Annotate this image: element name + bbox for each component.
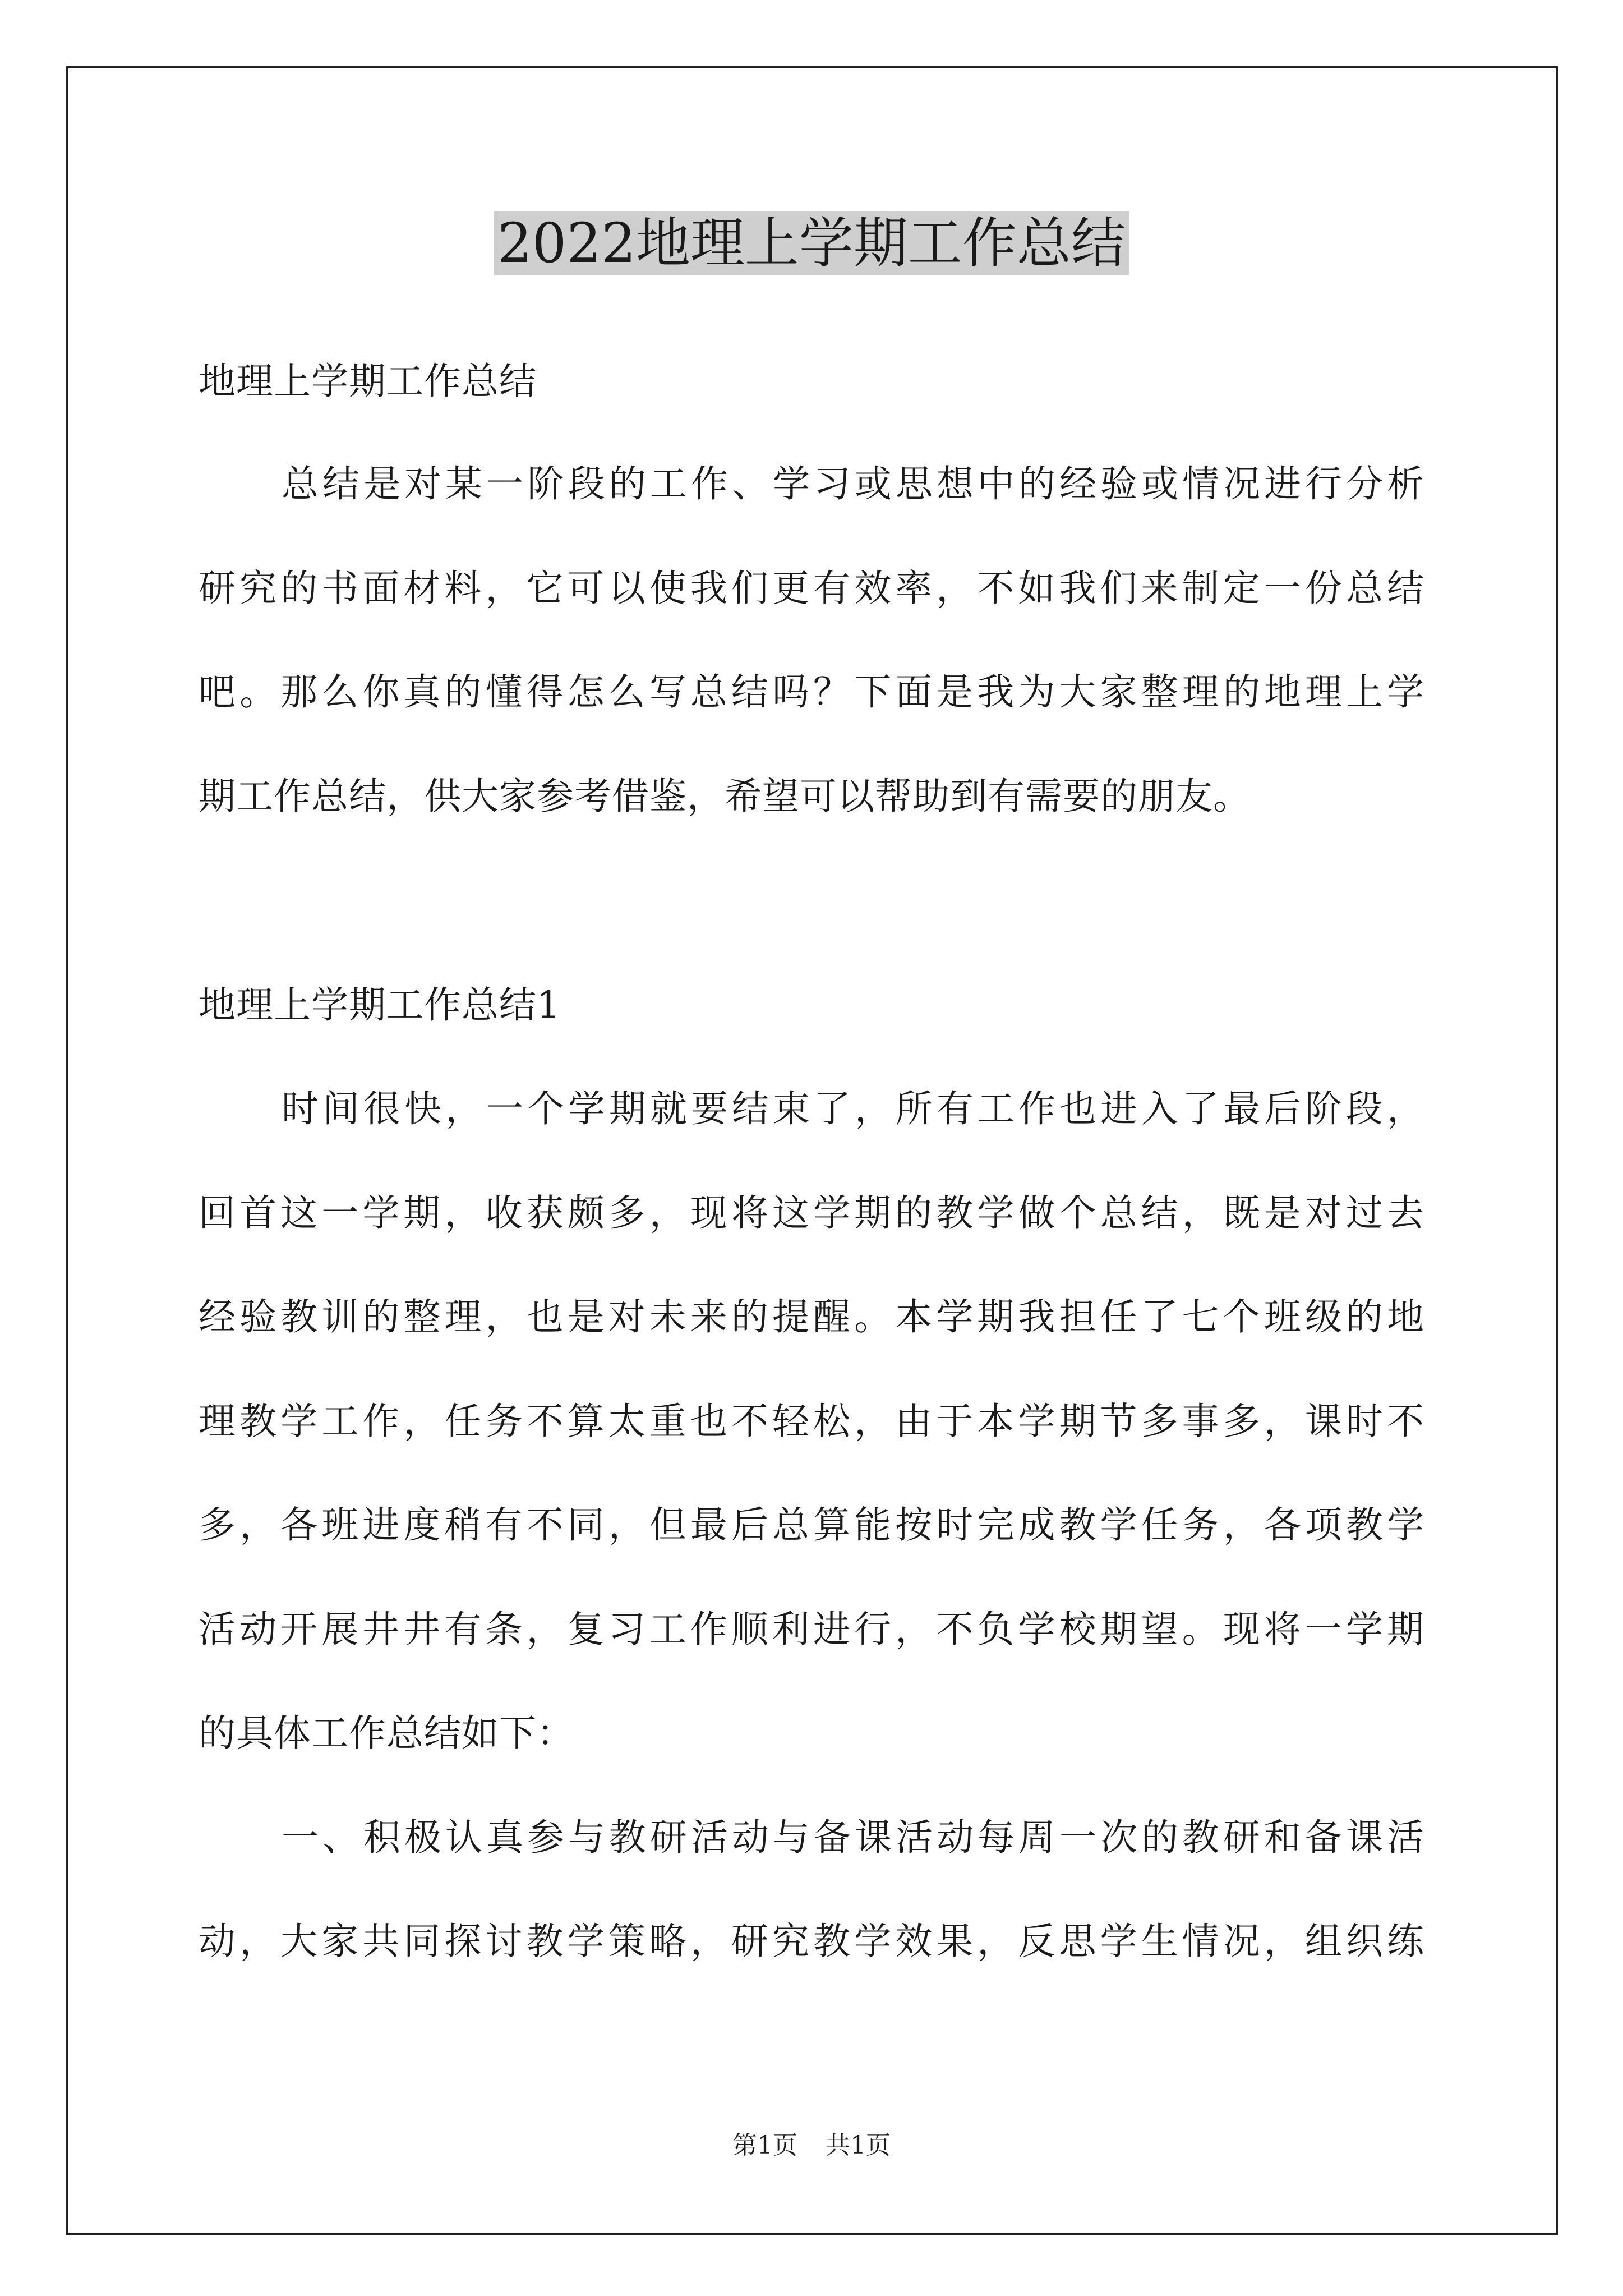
item-line: 一、积极认真参与教研活动与备课活动每周一次的教研和备课活: [282, 1816, 1424, 1859]
section-line: 经验教训的整理，也是对未来的提醒。本学期我担任了七个班级的地: [199, 1295, 1424, 1338]
section-line: 多，各班进度稍有不同，但最后总算能按时完成教学任务，各项教学: [199, 1503, 1424, 1547]
page-number-total: 共1页: [826, 2131, 891, 2160]
page-footer: [0, 2129, 1623, 2162]
section-line: 时间很快，一个学期就要结束了，所有工作也进入了最后阶段，: [282, 1087, 1424, 1130]
intro-line: 吧。那么你真的懂得怎么写总结吗？下面是我为大家整理的地理上学: [199, 670, 1424, 714]
section-line: 回首这一学期，收获颇多，现将这学期的教学做个总结，既是对过去: [199, 1191, 1424, 1235]
page-number-current: 第1页: [732, 2131, 797, 2160]
document-title: [0, 204, 1623, 283]
section-line: 活动开展井井有条，复习工作顺利进行，不负学校期望。现将一学期: [199, 1608, 1424, 1651]
item-line: 动，大家共同探讨教学策略，研究教学效果，反思学生情况，组织练: [199, 1920, 1424, 1963]
intro-line: 总结是对某一阶段的工作、学习或思想中的经验或情况进行分析: [282, 462, 1424, 505]
section-line: 的具体工作总结如下：: [199, 1711, 574, 1755]
document-subtitle: 地理上学期工作总结: [199, 360, 537, 403]
title-highlight: 2022地理上学期工作总结: [494, 211, 1129, 275]
section-heading: 地理上学期工作总结1: [199, 983, 561, 1027]
section-line: 理教学工作，任务不算太重也不轻松，由于本学期节多事多，课时不: [199, 1400, 1424, 1443]
intro-line: 研究的书面材料，它可以使我们更有效率，不如我们来制定一份总结: [199, 567, 1424, 610]
intro-line: 期工作总结，供大家参考借鉴，希望可以帮助到有需要的朋友。: [199, 775, 1251, 818]
